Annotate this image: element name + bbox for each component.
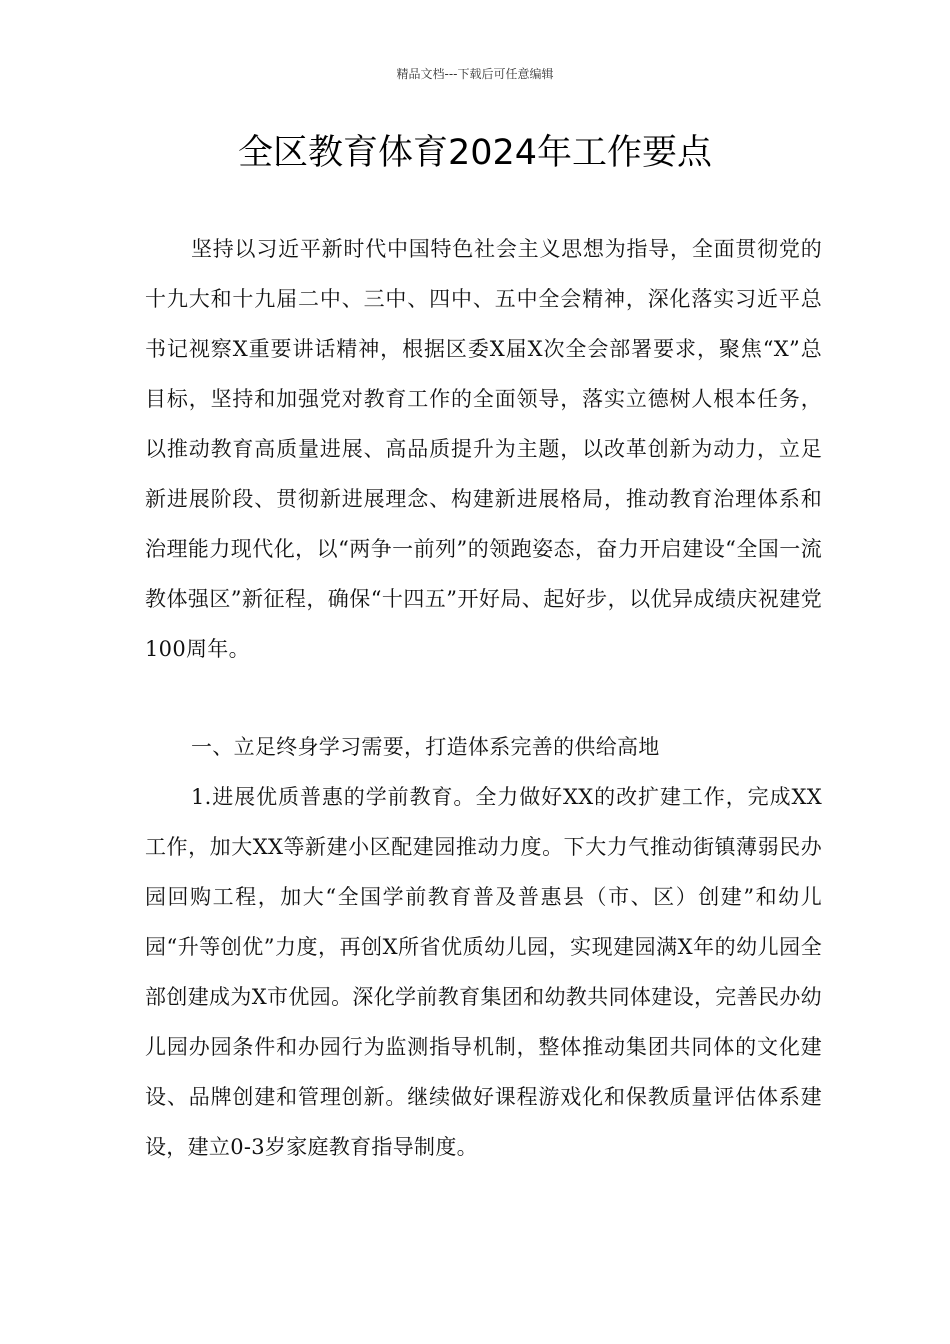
intro-paragraph: 坚持以习近平新时代中国特色社会主义思想为指导，全面贯彻党的十九大和十九届二中、三中、四中、五中全会精神，深化落实习近平总书记视察X重要讲话精神，根据区委X届X次全会部署要求，聚焦“X”总目标，坚持和加强党对教育工作的全面领导，落实立德树人根本任务，以推动教育高质量进展、高品质提升为主题，以改革创新为动力，立足新进展阶段、贯彻新进展理念、构建新进展格局，推动教育治理体系和治理能力现代化，以“两争一前列”的领跑姿态，奋力开启建设“全国一流教体强区”新征程，确保“十四五”开好局、起好步，以优异成绩庆祝建党100周年。 (145, 237, 822, 661)
section-heading: 一、立足终身学习需要，打造体系完善的供给高地 (191, 735, 660, 759)
document-title: 全区教育体育2024年工作要点 (237, 133, 713, 173)
section-item-paragraph: 1.进展优质普惠的学前教育。全力做好XX的改扩建工作，完成XX工作，加大XX等新建小区配建园推动力度。下大力气推动街镇薄弱民办园回购工程，加大“全国学前教育普及普惠县（市、区）创建”和幼儿园“升等创优”力度，再创X所省优质幼儿园，实现建园满X年的幼儿园全部创建成为X市优园。深化学前教育集团和幼教共同体建设，完善民办幼儿园办园条件和办园行为监测指导机制，整体推动集团共同体的文化建设、品牌创建和管理创新。继续做好课程游戏化和保教质量评估体系建设，建立0-3岁家庭教育指导制度。 (145, 785, 822, 1159)
header-note: 精品文档---下载后可任意编辑 (396, 67, 554, 81)
